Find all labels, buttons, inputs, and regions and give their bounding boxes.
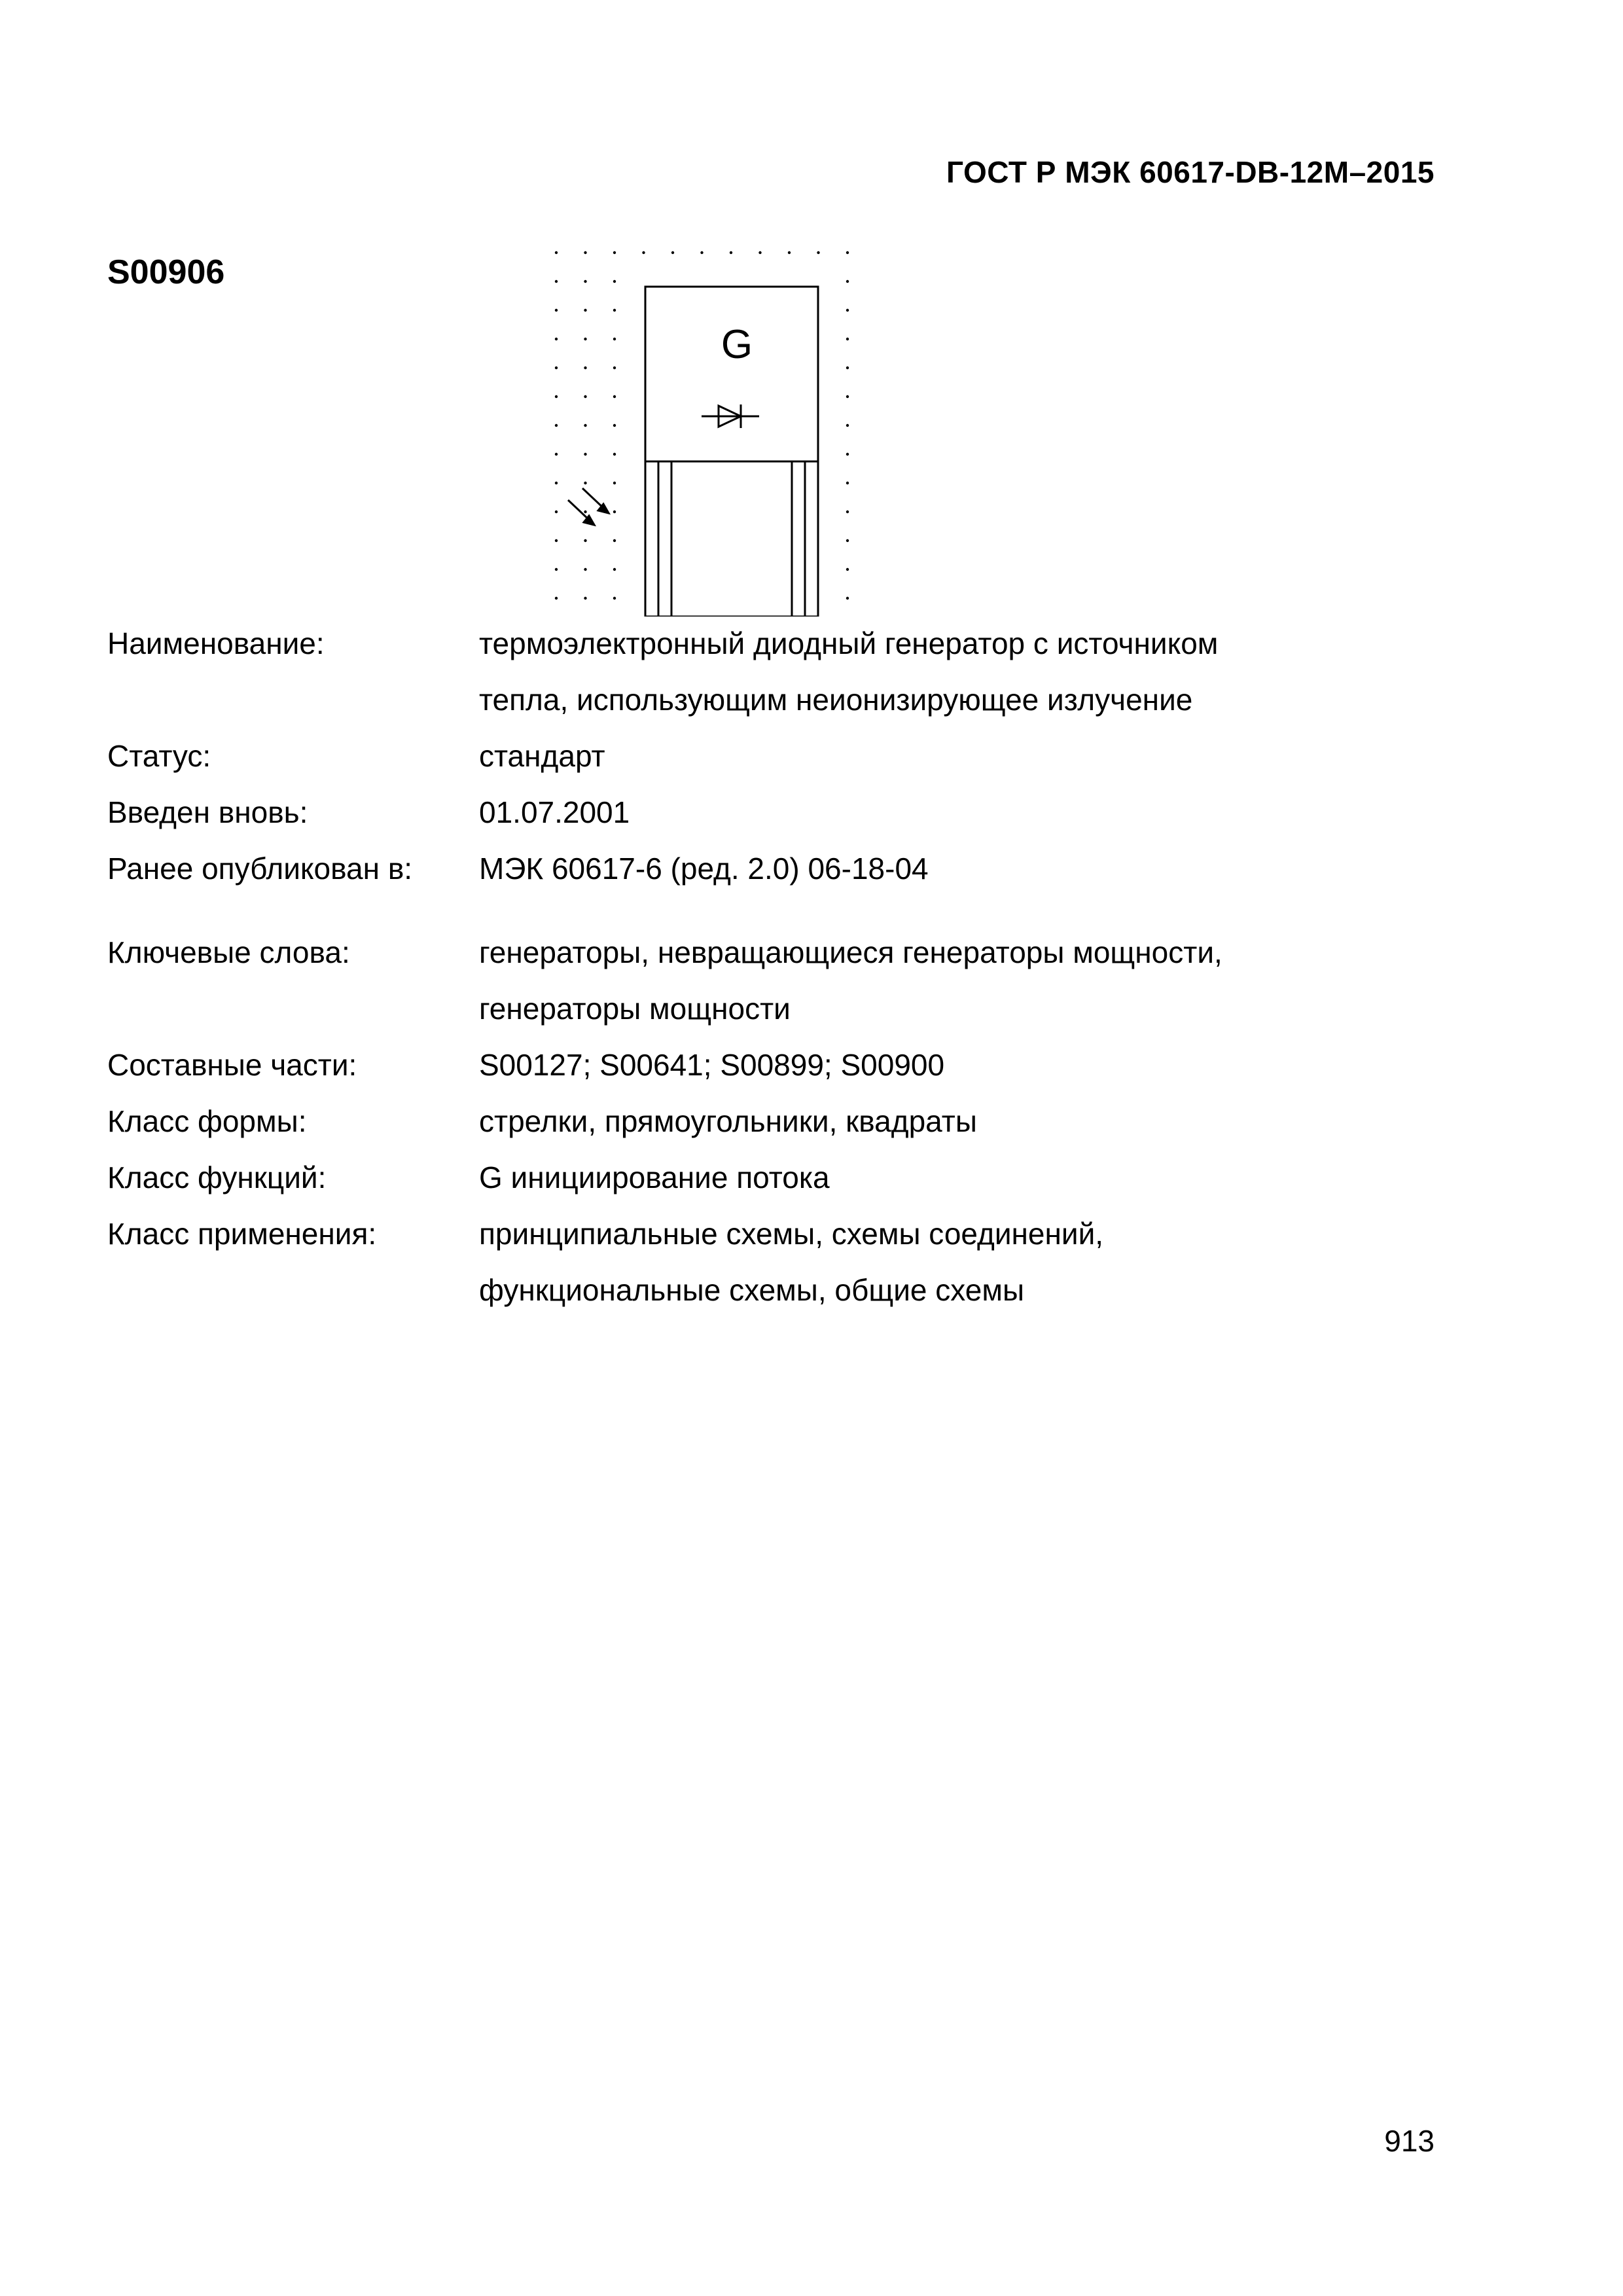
property-value: G инициирование потока (479, 1160, 830, 1194)
property-value: генераторы мощности (479, 992, 791, 1026)
properties-table (107, 615, 1482, 1318)
property-row (107, 784, 1482, 840)
property-values (479, 1037, 1482, 1093)
property-value: S00127; S00641; S00899; S00900 (479, 1048, 945, 1082)
property-value: тепла, использующим неионизирующее излучение (479, 683, 1193, 717)
diode-icon (702, 404, 759, 428)
property-value: стрелки, прямоугольники, квадраты (479, 1104, 977, 1138)
page-number: 913 (1384, 2124, 1435, 2158)
property-value: принципиальные схемы, схемы соединений, (479, 1217, 1104, 1251)
property-row (107, 1037, 1482, 1093)
property-values (479, 1149, 1482, 1206)
property-value: 01.07.2001 (479, 795, 630, 829)
property-value: термоэлектронный диодный генератор с источником (479, 626, 1219, 660)
property-row (107, 1149, 1482, 1206)
property-values (479, 784, 1482, 840)
symbol-letter: G (721, 322, 753, 367)
property-label: Наименование: (107, 626, 325, 660)
standard-designation: ГОСТ Р МЭК 60617-DB-12M–2015 (946, 155, 1435, 189)
property-label: Введен вновь: (107, 795, 308, 829)
property-row (107, 615, 1482, 728)
property-values (479, 615, 1482, 728)
property-row (107, 728, 1482, 784)
thermionic-diode-generator-symbol-icon (547, 243, 861, 617)
property-row (107, 1206, 1482, 1318)
property-values (479, 728, 1482, 784)
symbol-figure (547, 243, 861, 617)
property-label: Класс функций: (107, 1160, 327, 1194)
property-value: МЭК 60617-6 (ред. 2.0) 06-18-04 (479, 852, 929, 886)
property-value: стандарт (479, 739, 605, 773)
property-label: Ранее опубликован в: (107, 852, 413, 886)
radiation-arrows-icon (568, 488, 609, 525)
property-value: функциональные схемы, общие схемы (479, 1273, 1025, 1307)
property-label: Ключевые слова: (107, 935, 350, 969)
property-label: Составные части: (107, 1048, 357, 1082)
property-values (479, 840, 1482, 897)
property-values (479, 1093, 1482, 1149)
property-values (479, 1206, 1482, 1318)
property-label: Класс применения: (107, 1217, 377, 1251)
property-values (479, 924, 1482, 1037)
property-row (107, 924, 1482, 1037)
property-row (107, 1093, 1482, 1149)
property-value: генераторы, невращающиеся генераторы мощности, (479, 935, 1222, 969)
property-label: Класс формы: (107, 1104, 307, 1138)
symbol-id: S00906 (107, 253, 225, 291)
property-label: Статус: (107, 739, 211, 773)
property-row (107, 840, 1482, 897)
